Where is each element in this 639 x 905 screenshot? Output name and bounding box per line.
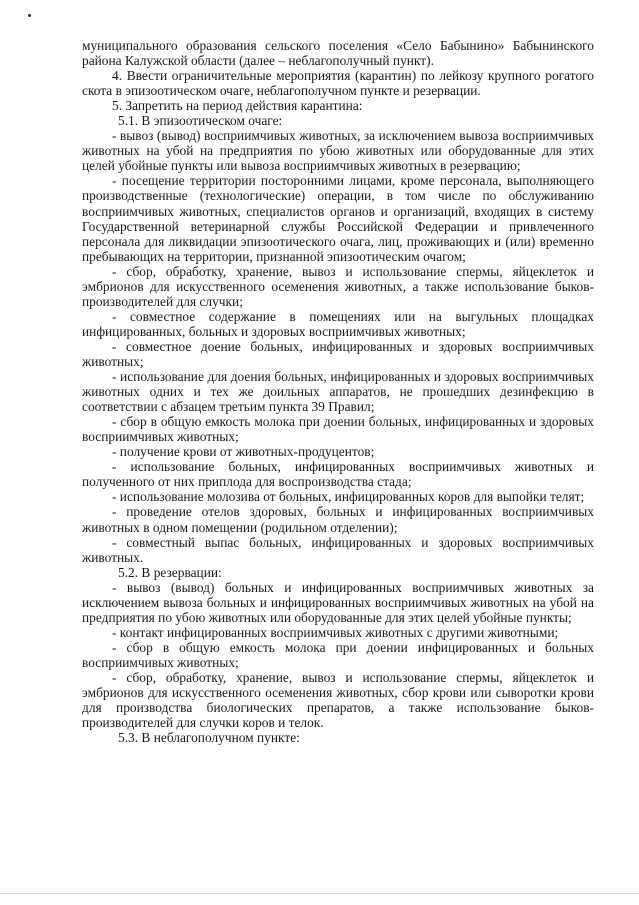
list-item-paragraph: - сбор, обработку, хранение, вывоз и использование спермы, яйцеклеток и эмбрионов для искусственного осеменения животных, а также использование быков-производителей для случки;	[82, 263, 594, 309]
list-item-paragraph: - контакт инфицированных восприимчивых животных с другими животными;	[112, 624, 559, 640]
list-item-paragraph: - посещение территории посторонними лицами, кроме персонала, выполняющего производственные (технологические) операции, в том числе по обслуживанию восприимчивых животных, специалистов органов и организаций, входящих в систему Государственной ветеринарной службы Российской Федерации и привлеченного персонала для ликвидации эпизоотического очага, лиц, проживающих и (или) временно пребывающих на территории, признанной эпизоотическим очагом;	[82, 173, 594, 264]
section-paragraph: 5. Запретить на период действия карантина:	[112, 98, 363, 114]
list-item-paragraph: - проведение отелов здоровых, больных и инфицированных восприимчивых животных в одном помещении (родильном отделении);	[82, 504, 594, 535]
list-item-paragraph: - совместное содержание в помещениях или на выгульных площадках инфицированных, больных и здоровых восприимчивых животных;	[82, 308, 594, 339]
list-item-paragraph: - использование для доения больных, инфицированных и здоровых восприимчивых животных одних и тех же доильных аппаратов, не прошедших дезинфекцию в соответствии с абзацем третьим пункта 39 Правил;	[82, 369, 594, 415]
list-item-paragraph: - сбор в общую емкость молока при доении инфицированных и больных восприимчивых животных;	[82, 639, 594, 670]
page-bottom-edge	[0, 893, 639, 894]
list-item-paragraph: - использование молозива от больных, инфицированных коров для выпойки телят;	[112, 489, 585, 505]
list-item-paragraph: - совместный выпас больных, инфицированных и здоровых восприимчивых животных.	[82, 534, 594, 565]
list-item-paragraph: - вывоз (вывод) восприимчивых животных, за исключением вывоза восприимчивых животных на убой на предприятия по убою животных или оборудованные для этих целей убойные пункты или вывоза восприимчивых животных в резервацию;	[82, 128, 594, 174]
list-item-paragraph: - сбор в общую емкость молока при доении больных, инфицированных и здоровых восприимчивых животных;	[82, 414, 594, 445]
list-item-paragraph: - совместное доение больных, инфицированных и здоровых восприимчивых животных;	[82, 338, 594, 369]
section-paragraph: 5.1. В эпизоотическом очаге:	[118, 113, 283, 129]
section-paragraph: 5.3. В неблагополучном пункте:	[118, 730, 300, 746]
scan-speck	[28, 14, 31, 17]
paragraph: муниципального образования сельского поселения «Село Бабынино» Бабынинского района Калужской области (далее – неблагополучный пункт).	[82, 38, 594, 69]
list-item-paragraph: - использование больных, инфицированных восприимчивых животных и полученного от них приплода для воспроизводства стада;	[82, 459, 594, 490]
section-paragraph: 5.2. В резервации:	[118, 564, 222, 580]
list-item-paragraph: - сбор, обработку, хранение, вывоз и использование спермы, яйцеклеток и эмбрионов для искусственного осеменения животных, сбор крови или сыворотки крови для производства биологических препаратов, а также использование быков-производителей для случки коров и телок.	[82, 669, 594, 731]
list-item-paragraph: - вывоз (вывод) больных и инфицированных восприимчивых животных за исключением вывоза больных и инфицированных восприимчивых животных на убой на предприятия по убою животных или оборудованные для этих целей убойные пункты;	[82, 579, 594, 625]
document-body	[82, 38, 594, 745]
list-item-paragraph: - получение крови от животных-продуцентов;	[112, 444, 375, 460]
section-paragraph: 4. Ввести ограничительные мероприятия (карантин) по лейкозу крупного рогатого скота в эпизоотическом очаге, неблагополучном пункте и резервации.	[82, 68, 594, 99]
